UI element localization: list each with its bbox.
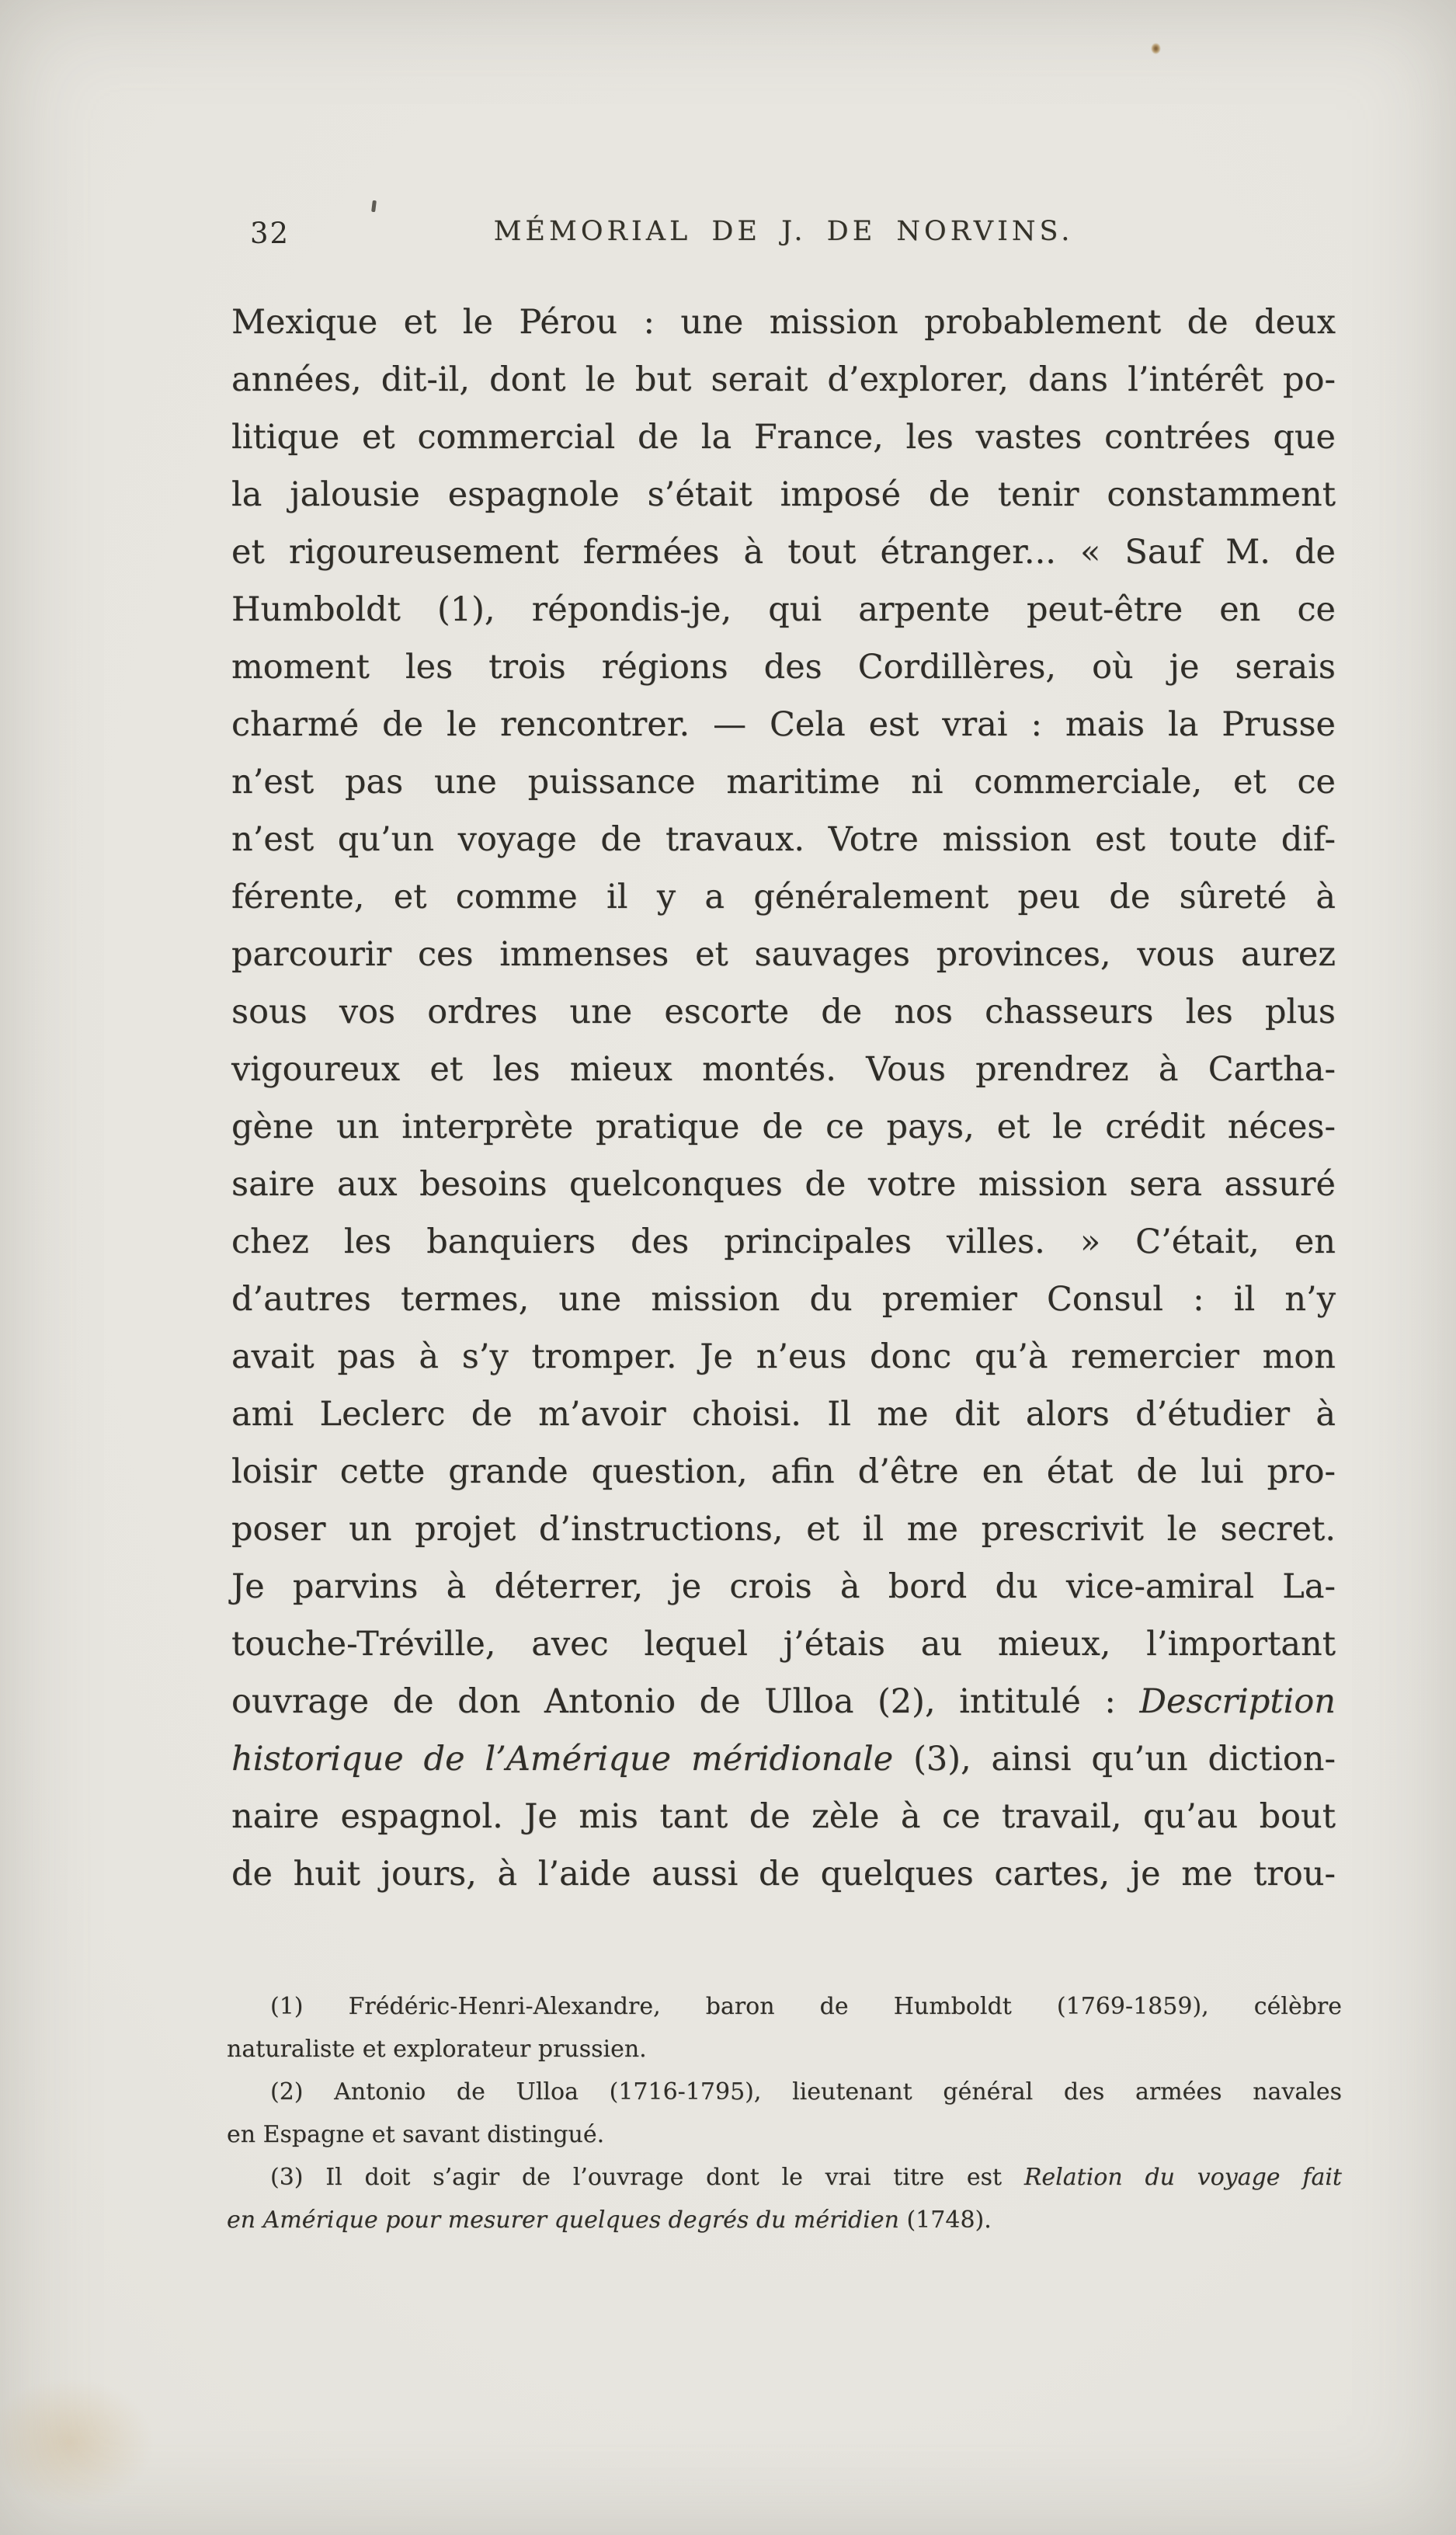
paper-speck: [1151, 43, 1161, 54]
text-segment: chez les banquiers des principales villes. » C’était, en: [231, 1222, 1336, 1261]
text-line: [231, 811, 1336, 868]
text-segment: saire aux besoins quelconques de votre mission sera assuré: [231, 1165, 1336, 1204]
text-segment: (3) Il doit s’agir de l’ouvrage dont le vrai titre est: [270, 2164, 1024, 2191]
text-segment: (1) Frédéric-Henri-Alexandre, baron de Humboldt (1769-1859), célèbre: [270, 1993, 1342, 2020]
footnotes: [227, 1985, 1342, 2241]
text-segment: Je parvins à déterrer, je crois à bord du vice-amiral La-: [231, 1567, 1336, 1606]
text-segment: touche-Tréville, avec lequel j’étais au mieux, l’important: [231, 1625, 1336, 1664]
body-text: [231, 294, 1336, 1903]
footnote-line: [227, 2113, 1342, 2156]
italic-text: historique de l’Amérique méridionale: [231, 1740, 894, 1779]
text-line: [231, 294, 1336, 351]
page-number: 32: [250, 217, 290, 250]
text-segment: parcourir ces immenses et sauvages provinces, vous aurez: [231, 935, 1336, 974]
text-line: [231, 1558, 1336, 1615]
text-segment: moment les trois régions des Cordillères, où je serais: [231, 648, 1336, 687]
text-line: [231, 1041, 1336, 1098]
text-line: [231, 1443, 1336, 1500]
text-segment: férente, et comme il y a généralement peu de sûreté à: [231, 878, 1336, 916]
text-line: [231, 1788, 1336, 1845]
text-segment: charmé de le rencontrer. — Cela est vrai : mais la Prusse: [231, 705, 1336, 744]
footnote-line: [227, 2071, 1342, 2113]
text-line: [231, 351, 1336, 409]
running-title: MÉMORIAL DE J. DE NORVINS.: [493, 216, 1074, 247]
text-line: [231, 638, 1336, 696]
text-segment: poser un projet d’instructions, et il me prescrivit le secret.: [231, 1510, 1336, 1549]
text-line: [231, 581, 1336, 638]
italic-text: Description: [1139, 1682, 1336, 1721]
text-segment: vigoureux et les mieux montés. Vous prendrez à Cartha-: [231, 1050, 1336, 1089]
text-line: [231, 1730, 1336, 1788]
text-segment: ami Leclerc de m’avoir choisi. Il me dit alors d’étudier à: [231, 1395, 1336, 1434]
text-segment: Humboldt (1), répondis-je, qui arpente peut-être en ce: [231, 590, 1336, 629]
text-line: [231, 868, 1336, 926]
text-segment: en Espagne et savant distingué.: [227, 2121, 605, 2148]
text-line: [231, 1271, 1336, 1328]
footnote-line: [227, 2156, 1342, 2199]
text-segment: ouvrage de don Antonio de Ulloa (2), intitulé :: [231, 1682, 1140, 1721]
text-segment: naturaliste et explorateur prussien.: [227, 2036, 647, 2063]
text-segment: n’est pas une puissance maritime ni commerciale, et ce: [231, 763, 1336, 802]
text-line: [231, 983, 1336, 1041]
text-line: [231, 1098, 1336, 1156]
text-segment: années, dit-il, dont le but serait d’explorer, dans l’intérêt po-: [231, 360, 1336, 399]
text-segment: Mexique et le Pérou : une mission probablement de deux: [231, 303, 1336, 342]
text-segment: loisir cette grande question, afin d’être en état de lui pro-: [231, 1452, 1336, 1491]
text-line: [231, 1845, 1336, 1903]
text-line: [231, 1500, 1336, 1558]
text-line: [231, 1673, 1336, 1730]
text-line: [231, 409, 1336, 466]
text-segment: litique et commercial de la France, les vastes contrées que: [231, 418, 1336, 457]
text-segment: d’autres termes, une mission du premier Consul : il n’y: [231, 1280, 1336, 1319]
italic-text: Relation du voyage fait: [1023, 2164, 1342, 2191]
text-segment: de huit jours, à l’aide aussi de quelques cartes, je me trou-: [231, 1855, 1336, 1893]
italic-text: en Amérique pour mesurer quelques degrés du méridien: [227, 2206, 899, 2234]
footnote-line: [227, 2199, 1342, 2241]
text-segment: et rigoureusement fermées à tout étranger... « Sauf M. de: [231, 533, 1336, 572]
text-line: [231, 696, 1336, 753]
text-line: [231, 1156, 1336, 1213]
footnote-line: [227, 1985, 1342, 2028]
text-line: [231, 523, 1336, 581]
text-segment: la jalousie espagnole s’était imposé de tenir constamment: [231, 475, 1336, 514]
text-line: [231, 753, 1336, 811]
text-line: [231, 1213, 1336, 1271]
paper-stain: [0, 2353, 186, 2532]
text-segment: n’est qu’un voyage de travaux. Votre mission est toute dif-: [231, 820, 1336, 859]
text-segment: (1748).: [898, 2206, 992, 2234]
text-segment: (3), ainsi qu’un diction-: [893, 1740, 1336, 1779]
page-header: [231, 216, 1336, 253]
text-segment: (2) Antonio de Ulloa (1716-1795), lieutenant général des armées navales: [270, 2078, 1342, 2106]
text-line: [231, 466, 1336, 523]
text-line: [231, 926, 1336, 983]
text-line: [231, 1328, 1336, 1386]
text-segment: avait pas à s’y tromper. Je n’eus donc qu’à remercier mon: [231, 1337, 1336, 1376]
footnote-line: [227, 2028, 1342, 2071]
text-line: [231, 1386, 1336, 1443]
text-line: [231, 1615, 1336, 1673]
text-segment: gène un interprète pratique de ce pays, et le crédit néces-: [231, 1108, 1336, 1146]
text-segment: naire espagnol. Je mis tant de zèle à ce travail, qu’au bout: [231, 1797, 1336, 1836]
ink-speck: [371, 200, 377, 212]
text-segment: sous vos ordres une escorte de nos chasseurs les plus: [231, 993, 1336, 1031]
